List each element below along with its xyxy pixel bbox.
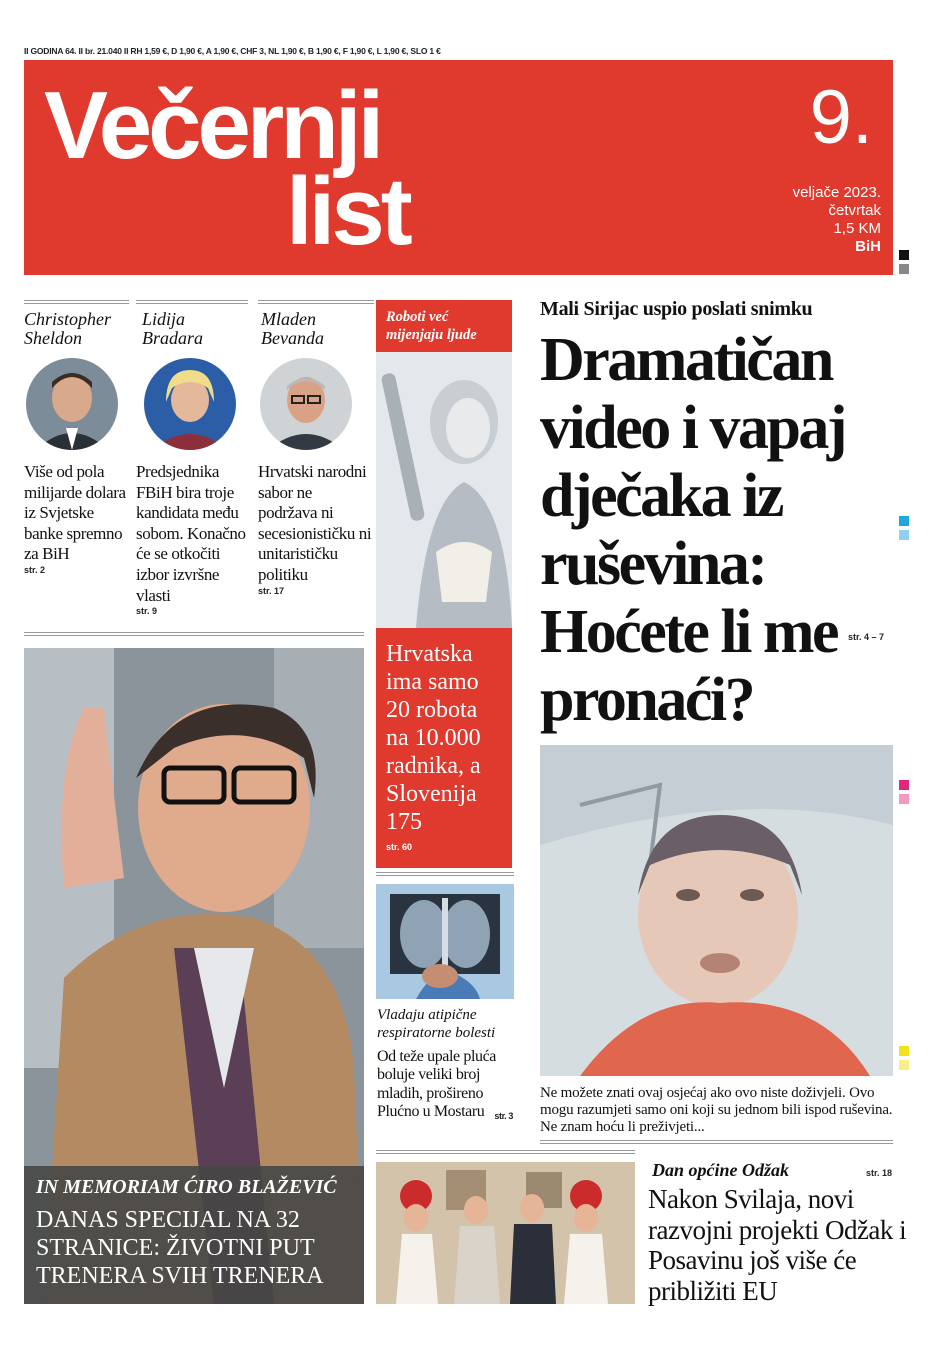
page-ref: str. 4 – 7 [848,632,885,642]
logo-line-2: list [286,158,409,265]
columnist-bradara[interactable] [136,300,248,616]
memoriam-kicker: IN MEMORIAM ĆIRO BLAŽEVIĆ [36,1176,337,1198]
issue-date-info [793,184,881,256]
main-headline[interactable]: Dramatičan video i vapaj dječaka iz ruševina: Hoćete li me pronaći? [540,326,846,734]
section-rule [24,632,364,636]
odzak-title[interactable]: Nakon Svilaja, novi razvojni projekti Odžak i Posavinu još više će približiti EU [648,1184,907,1306]
columnist-sheldon[interactable] [24,300,129,575]
xray-image[interactable] [376,884,514,999]
print-mark-magenta [899,780,909,790]
edition: BiH [855,238,881,255]
avatar [26,358,118,450]
column-rule [24,300,129,304]
section-rule [376,1150,635,1154]
columnist-teaser: Više od pola milijarde dolara iz Svjetske banke spremno za BiH [24,462,126,564]
print-mark-cyan [899,516,909,526]
columnist-name: Christopher Sheldon [24,309,112,348]
page-ref: str. 9 [136,606,158,617]
print-mark-cyan-light [899,530,909,540]
page-ref: str. 60 [386,842,413,852]
section-rule [376,872,514,876]
masthead [24,60,893,275]
avatar [144,358,236,450]
print-mark-black [899,250,909,260]
memoriam-title: DANAS SPECIJAL NA 32 STRANICE: ŽIVOTNI PUT TRENERA SVIH TRENERA [36,1207,324,1289]
logo-line-1: Večernji [44,72,381,179]
print-mark-magenta-light [899,794,909,804]
video-caption: Ne možete znati ovaj osjećaj ako ovo niste doživjeli. Ovo mogu razumjeti samo oni koji su jednom bili ispod ruševina. Ne znam hoću li preživjeti... [540,1085,893,1135]
section-rule [540,1140,893,1144]
page-ref: str. 3 [494,1111,513,1122]
odzak-kicker: Dan općine Odžak [652,1160,790,1180]
video-still[interactable] [540,745,893,1076]
main-kicker: Mali Sirijac uspio poslati snimku [540,298,813,320]
price: 1,5 KM [833,220,881,237]
print-mark-yellow-light [899,1060,909,1070]
page-ref: str. 2 [24,564,46,575]
print-mark-grey [899,264,909,274]
columnist-teaser: Hrvatski narodni sabor ne podržava ni secesionističku ni unitarističku politiku [258,462,372,584]
robot-highlight [376,628,512,868]
column-rule [136,300,248,304]
robot-story[interactable] [376,300,512,868]
columnist-teaser: Predsjednika FBiH bira troje kandidata među sobom. Konačno će se otkočiti izbor izvršne vlasti [136,462,246,605]
robot-image [376,352,512,628]
odzak-photo[interactable] [376,1162,635,1304]
memoriam-photo[interactable] [24,648,364,1304]
columnist-bevanda[interactable] [258,300,374,596]
page-ref: str. 18 [866,1168,893,1178]
memoriam-overlay [24,1166,364,1304]
robot-text: Hrvatska ima samo 20 robota na 10.000 radnika, a Slovenija 175 [386,641,481,835]
print-mark-yellow [899,1046,909,1056]
respiratory-kicker: Vladaju atipične respiratorne bolesti [377,1007,496,1041]
columnist-name: Lidija Bradara [142,309,204,348]
month-year: veljače 2023. [792,184,881,201]
respiratory-text[interactable]: Od teže upale pluća boluje veliki broj mladih, prošireno Plućno u Mostaru str. 3 [377,1048,517,1126]
page-ref: str. 17 [258,585,285,596]
columnist-name: Mladen Bevanda [261,309,324,348]
column-rule [258,300,374,304]
issue-info-line: II GODINA 64. II br. 21.040 II RH 1,59 €, D 1,90 €, A 1,90 €, CHF 3, NL 1,90 €, B 1,90 €, F 1,90 €, L 1,90 €, SLO 1 € [24,46,441,56]
weekday: četvrtak [828,202,881,219]
avatar [260,358,352,450]
issue-day: 9. [809,75,873,160]
robot-kicker: Roboti već mijenjaju ljude [376,300,512,352]
